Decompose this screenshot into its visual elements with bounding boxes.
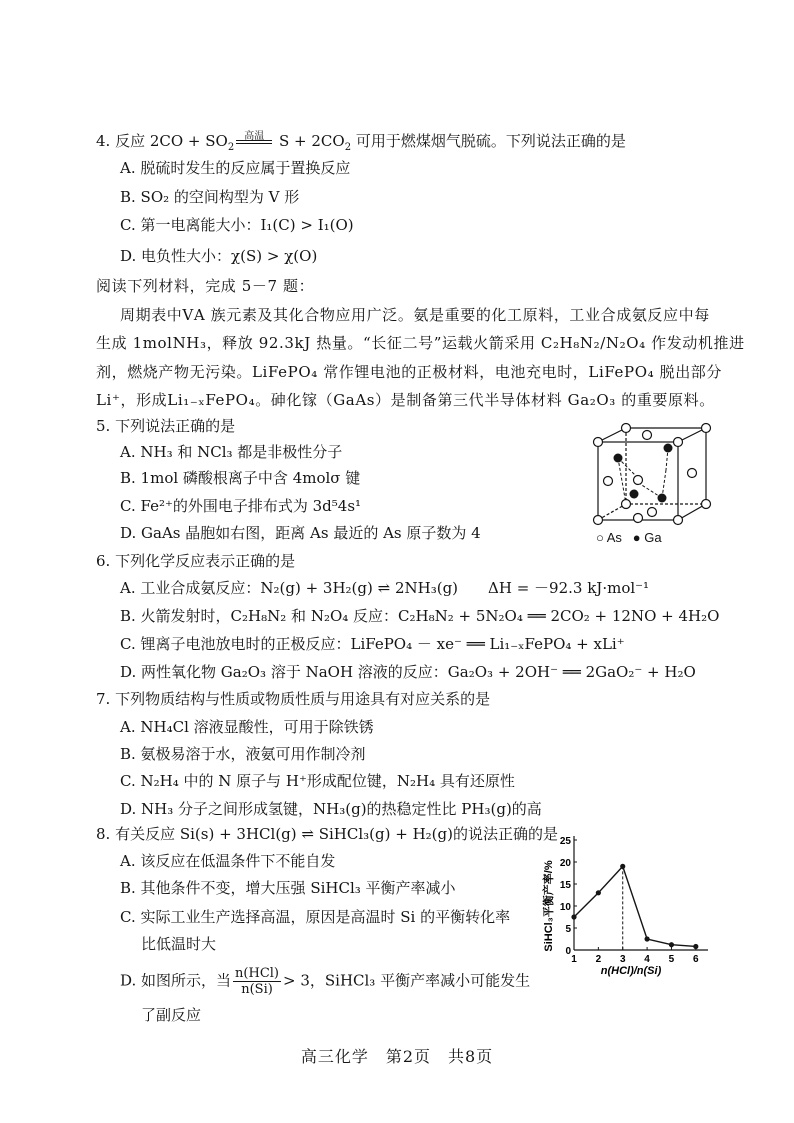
hcl-si-ratio-fraction: $\frac{\text{n(HCl)}}{n(Si)}$ — [235, 966, 279, 997]
q7-option-d: D. NH₃ 分子之间形成氢键，NH₃(g)的热稳定性比 PH₃(g)的高 — [120, 800, 542, 818]
q8-option-c: C. 实际工业生产选择高温，原因是高温时 Si 的平衡转化率 — [120, 908, 511, 926]
ga-legend-label: Ga — [644, 530, 662, 545]
x-tick-label: 6 — [693, 954, 699, 965]
q8-option-a: A. 该反应在低温条件下不能自发 — [120, 852, 336, 870]
q8-stem: 8. 有关反应 Si(s) + 3HCl(g) ⇌ SiHCl₃(g) + H₂(g)的说法正确的是 — [96, 825, 558, 843]
y-axis-label: SiHCl₃平衡产率/% — [543, 860, 555, 952]
q7-option-b: B. 氨极易溶于水，液氨可用作制冷剂 — [120, 745, 366, 763]
data-point — [571, 914, 576, 919]
reaction-arrow: 高温 — [234, 130, 274, 152]
q8-option-d-cont: 了副反应 — [141, 1006, 202, 1024]
q4-option-a: A. 脱硫时发生的反应属于置换反应 — [120, 159, 351, 177]
y-tick-label: 10 — [559, 902, 571, 913]
q4-option-d: D. 电负性大小：χ(S) > χ(O) — [120, 247, 318, 265]
y-tick-label: 25 — [559, 836, 571, 847]
q6-option-a: A. 工业合成氨反应：N₂(g) + 3H₂(g) ⇌ 2NH₃(g) ΔH = －92.3 kJ·mol⁻¹ — [120, 579, 650, 597]
q7-stem: 7. 下列物质结构与性质或物质性质与用途具有对应关系的是 — [96, 690, 491, 708]
q8-option-b: B. 其他条件不变，增大压强 SiHCl₃ 平衡产率减小 — [120, 879, 456, 897]
ga-legend-marker: ● — [632, 530, 641, 545]
series-line — [574, 866, 696, 946]
q5-option-d: D. GaAs 晶胞如右图，距离 As 最近的 As 原子数为 4 — [120, 524, 481, 542]
data-point — [644, 936, 649, 941]
q8-option-d: D. 如图所示，当 $\frac{\text{n(HCl)}}{n(Si)}$ > 3，SiHCl₃ 平衡产率减小可能发生 — [120, 966, 531, 997]
y-tick-label: 0 — [565, 946, 571, 957]
as-legend-marker: ○ — [596, 530, 604, 545]
q7-option-c: C. N₂H₄ 中的 N 原子与 H⁺形成配位键，N₂H₄ 具有还原性 — [120, 772, 515, 790]
gaas-unit-cell-figure — [588, 418, 718, 536]
x-tick-label: 5 — [668, 954, 675, 965]
x-tick-label: 4 — [644, 954, 650, 965]
data-point — [669, 942, 674, 947]
q6-stem: 6. 下列化学反应表示正确的是 — [96, 552, 296, 570]
data-point — [693, 944, 698, 949]
q8-option-c-cont: 比低温时大 — [141, 935, 217, 953]
q6-option-d: D. 两性氧化物 Ga₂O₃ 溶于 NaOH 溶液的反应：Ga₂O₃ + 2OH⁻ ══ 2GaO₂⁻ + H₂O — [120, 663, 696, 681]
x-axis-label: n(HCl)/n(Si) — [600, 965, 662, 977]
x-tick-label: 3 — [619, 954, 626, 965]
material-line-1: 周期表中ⅤA 族元素及其化合物应用广泛。氨是重要的化工原料，工业合成氨反应中每 — [120, 306, 710, 324]
chart-series — [571, 864, 698, 950]
q4-stem: 4. 反应 $2CO + SO_2$ 高温 $S + 2CO_2$ 可用于燃煤烟气脱硫。下列说法正确的是 — [96, 131, 626, 153]
data-point — [596, 890, 601, 895]
y-tick-label: 20 — [559, 858, 571, 869]
material-line-3: 剂，燃烧产物无污染。LiFePO₄ 常作锂电池的正极材料，电池充电时，LiFePO₄ 脱出部分 — [96, 363, 722, 381]
sihcl3-yield-chart — [538, 828, 716, 978]
q5-option-c: C. Fe²⁺的外围电子排布式为 3d⁵4s¹ — [120, 497, 362, 515]
q7-option-a: A. NH₄Cl 溶液显酸性，可用于除铁锈 — [120, 718, 374, 736]
q4-option-b: B. SO₂ 的空间构型为 V 形 — [120, 188, 300, 206]
material-line-4: Li⁺，形成Li₁₋ₓFePO₄。砷化镓（GaAs）是制备第三代半导体材料 Ga₂O₃ 的重要原料。 — [96, 391, 715, 409]
q6-option-c: C. 锂离子电池放电时的正极反应：LiFePO₄ － xe⁻ ══ Li₁₋ₓFePO₄ + xLi⁺ — [120, 635, 625, 653]
q5-option-b: B. 1mol 磷酸根离子中含 4molσ 键 — [120, 469, 361, 487]
data-point — [620, 864, 625, 869]
as-legend-label: As — [606, 530, 622, 545]
crystal-legend — [596, 530, 662, 545]
y-tick-label: 15 — [559, 880, 571, 891]
y-tick-label: 5 — [565, 924, 571, 935]
q6-option-b: B. 火箭发射时，C₂H₈N₂ 和 N₂O₄ 反应：C₂H₈N₂ + 5N₂O₄ ══ 2CO₂ + 12NO + 4H₂O — [120, 607, 720, 625]
q4-option-c: C. 第一电离能大小：I₁(C) > I₁(O) — [120, 216, 354, 234]
q5-option-a: A. NH₃ 和 NCl₃ 都是非极性分子 — [120, 443, 343, 461]
material-intro: 阅读下列材料，完成 5－7 题： — [96, 277, 315, 295]
chart-axes — [574, 836, 708, 950]
x-tick-label: 1 — [571, 954, 577, 965]
material-line-2: 生成 1molNH₃，释放 92.3kJ 热量。“长征二号”运载火箭采用 C₂H₈N₂/N₂O₄ 作发动机推进 — [96, 334, 745, 352]
q5-stem: 5. 下列说法正确的是 — [96, 417, 236, 435]
x-tick-label: 2 — [595, 954, 602, 965]
page-footer: 高三化学 第2页 共8页 — [300, 1047, 494, 1066]
